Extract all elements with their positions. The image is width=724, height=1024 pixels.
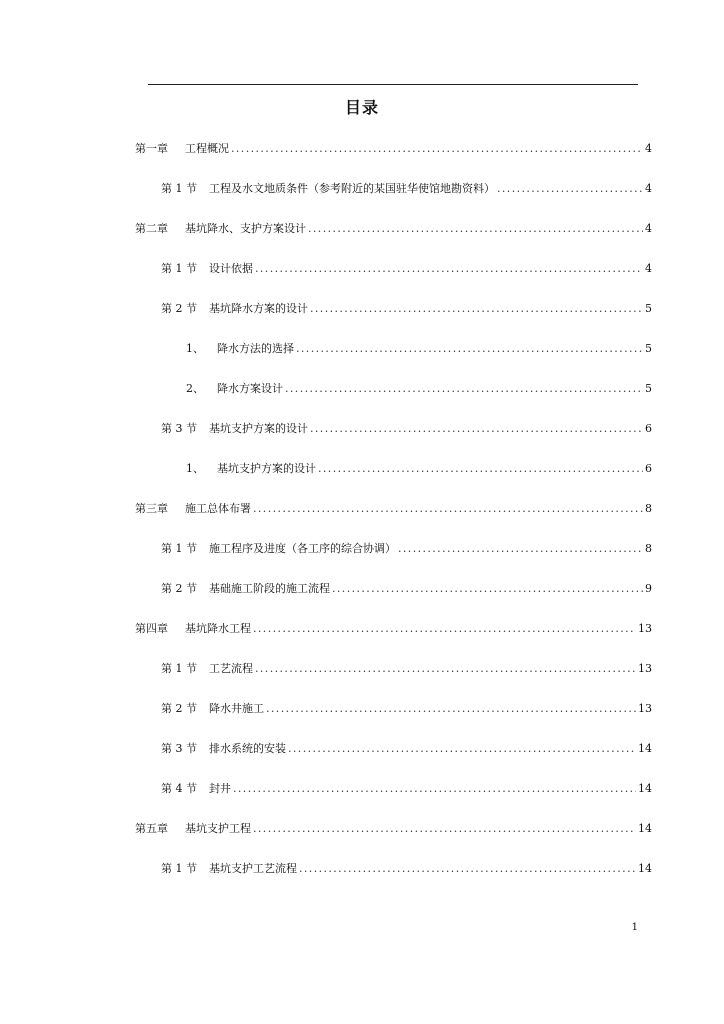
- toc-entry-label: 基础施工阶段的施工流程: [209, 582, 330, 595]
- toc-entry-number: 第 1 节: [161, 862, 197, 875]
- toc-entry-label: 基坑支护方案的设计: [217, 462, 316, 475]
- toc-entry-number: 第 3 节: [161, 422, 197, 435]
- toc-dot-leader: [308, 222, 643, 235]
- toc-dot-leader: [233, 782, 636, 795]
- toc-dot-leader: [310, 422, 643, 435]
- toc-entry-label: 设计依据: [209, 262, 253, 275]
- toc-entry-page: 13: [638, 701, 652, 715]
- toc-entry-number: 第 3 节: [161, 742, 197, 755]
- toc-entry-number: 第 1 节: [161, 182, 197, 195]
- toc-entry-number: 第 2 节: [161, 582, 197, 595]
- toc-entry-label: 工艺流程: [209, 662, 253, 675]
- toc-entry-page: 14: [638, 741, 652, 755]
- toc-entry-number: 第三章: [135, 502, 168, 515]
- toc-entry[interactable]: [161, 740, 652, 756]
- toc-entry-label: 工程概况: [185, 142, 229, 155]
- toc-entry-label: 基坑降水方案的设计: [209, 302, 308, 315]
- toc-entry-number: 第 1 节: [161, 262, 197, 275]
- toc-dot-leader: [398, 542, 643, 555]
- toc-entry[interactable]: [186, 460, 652, 476]
- toc-entry-page: 4: [645, 221, 652, 235]
- toc-dot-leader: [253, 502, 643, 515]
- toc-entry-page: 4: [645, 141, 652, 155]
- toc-entry[interactable]: [161, 860, 652, 876]
- toc-entry[interactable]: [161, 300, 652, 316]
- toc-dot-leader: [253, 822, 636, 835]
- toc-entry-number: 第 1 节: [161, 542, 197, 555]
- toc-entry[interactable]: [161, 540, 652, 556]
- toc-entry[interactable]: [135, 620, 652, 636]
- toc-entry-number: 第四章: [135, 622, 168, 635]
- toc-entry[interactable]: [161, 420, 652, 436]
- page-number: 1: [631, 922, 638, 933]
- toc-entry-number: 第 4 节: [161, 782, 197, 795]
- toc-entry-page: 8: [645, 501, 652, 515]
- toc-entry-page: 5: [645, 301, 652, 315]
- toc-dot-leader: [266, 702, 636, 715]
- toc-entry[interactable]: [135, 140, 652, 156]
- toc-entry[interactable]: [135, 500, 652, 516]
- toc-entry-number: 1、: [186, 462, 204, 475]
- toc-entry-number: 第五章: [135, 822, 168, 835]
- toc-entry-label: 工程及水文地质条件（参考附近的某国驻华使馆地勘资料）: [209, 182, 495, 195]
- toc-entry-page: 5: [645, 341, 652, 355]
- toc-entry-page: 4: [645, 261, 652, 275]
- toc-dot-leader: [253, 622, 636, 635]
- toc-dot-leader: [332, 582, 643, 595]
- toc-entry-page: 13: [638, 621, 652, 635]
- toc-entry-page: 6: [645, 421, 652, 435]
- toc-entry-label: 降水方案设计: [217, 382, 283, 395]
- toc-dot-leader: [288, 742, 636, 755]
- toc-entry[interactable]: [135, 820, 652, 836]
- toc-entry-page: 14: [638, 821, 652, 835]
- toc-entry-label: 排水系统的安装: [209, 742, 286, 755]
- toc-entry-label: 基坑支护工程: [185, 822, 251, 835]
- toc-entry-label: 降水方法的选择: [217, 342, 294, 355]
- toc-entry-page: 13: [638, 661, 652, 675]
- toc-entry-page: 14: [638, 781, 652, 795]
- toc-dot-leader: [299, 862, 636, 875]
- toc-entry-label: 封井: [209, 782, 231, 795]
- page-title: 目录: [344, 98, 379, 117]
- toc-entry-page: 8: [645, 541, 652, 555]
- toc-entry-label: 基坑支护方案的设计: [209, 422, 308, 435]
- toc-entry-number: 第 1 节: [161, 662, 197, 675]
- toc-entry-page: 5: [645, 381, 652, 395]
- toc-dot-leader: [255, 262, 643, 275]
- toc-entry[interactable]: [161, 660, 652, 676]
- toc-entry-number: 2、: [186, 382, 204, 395]
- toc-entry-number: 第 2 节: [161, 702, 197, 715]
- toc-entry-label: 基坑降水工程: [185, 622, 251, 635]
- toc-entry-label: 基坑支护工艺流程: [209, 862, 297, 875]
- toc-entry-label: 施工总体布署: [185, 502, 251, 515]
- toc-entry-number: 1、: [186, 342, 204, 355]
- toc-entry[interactable]: [161, 700, 652, 716]
- toc-entry[interactable]: [161, 580, 652, 596]
- toc-dot-leader: [255, 662, 636, 675]
- toc-entry-page: 6: [645, 461, 652, 475]
- toc-entry-label: 施工程序及进度（各工序的综合协调）: [209, 542, 396, 555]
- toc-dot-leader: [310, 302, 643, 315]
- toc-entry-page: 9: [645, 581, 652, 595]
- toc-entry-number: 第一章: [135, 142, 168, 155]
- toc-entry-page: 4: [645, 181, 652, 195]
- toc-entry[interactable]: [186, 340, 652, 356]
- toc-entry[interactable]: [186, 380, 652, 396]
- toc-entry-number: 第二章: [135, 222, 168, 235]
- toc-entry[interactable]: [135, 220, 652, 236]
- toc-dot-leader: [231, 142, 643, 155]
- toc-entry[interactable]: [161, 260, 652, 276]
- toc-dot-leader: [318, 462, 643, 475]
- toc-entry-page: 14: [638, 861, 652, 875]
- toc-entry[interactable]: [161, 780, 652, 796]
- toc-entry-number: 第 2 节: [161, 302, 197, 315]
- toc-dot-leader: [296, 342, 643, 355]
- toc-entry[interactable]: [161, 180, 652, 196]
- toc-dot-leader: [285, 382, 643, 395]
- toc-entry-label: 降水井施工: [209, 702, 264, 715]
- toc-dot-leader: [497, 182, 643, 195]
- toc-entry-label: 基坑降水、支护方案设计: [185, 222, 306, 235]
